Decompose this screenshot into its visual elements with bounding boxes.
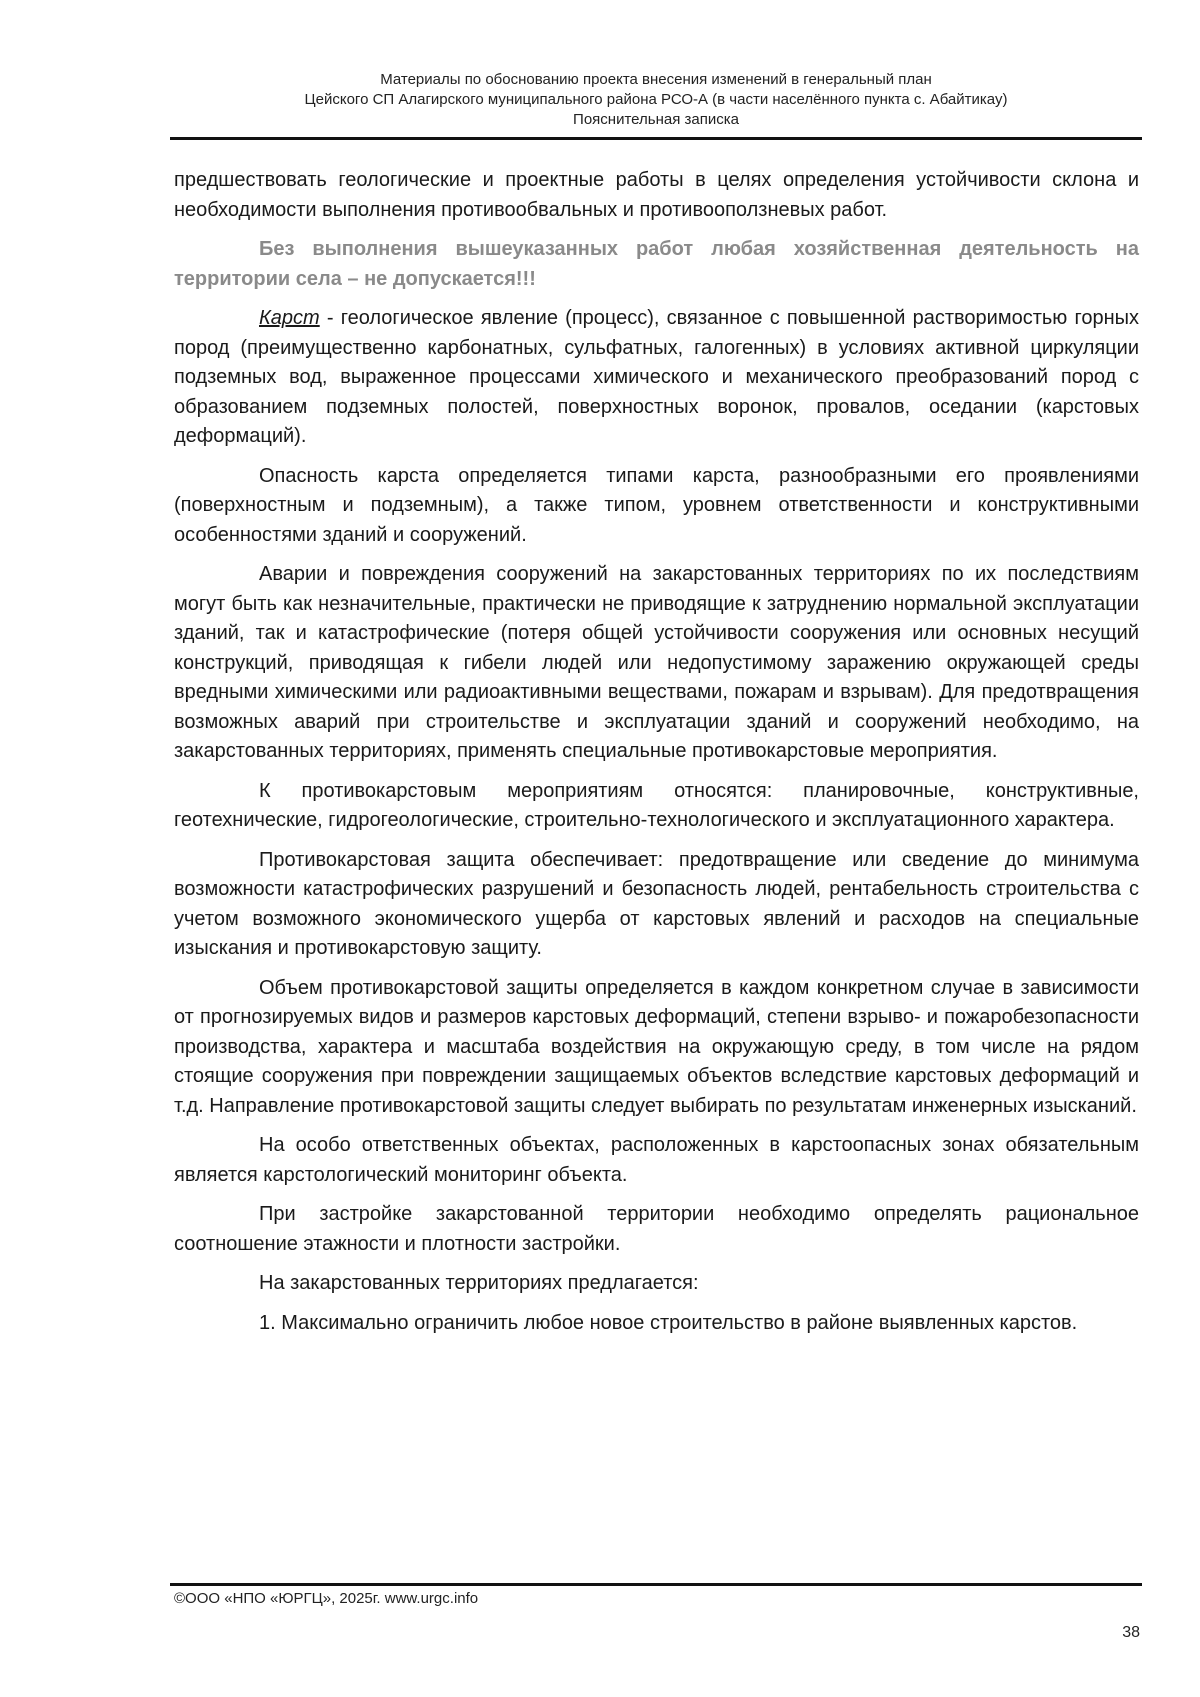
paragraph-3: Опасность карста определяется типами карста, разнообразными его проявлениями (поверхностным и подземным), а также типом, уровнем ответственности и конструктивными особенностями зданий и сооружений.	[174, 464, 1139, 546]
footer-copyright: ©ООО «НПО «ЮРГЦ», 2025г. www.urgc.info	[174, 1590, 479, 1607]
paragraph-4: Аварии и повреждения сооружений на закарстованных территориях по их последствиям могут быть как незначительные, практически не приводящие к затруднению нормальной эксплуатации зданий, так и катастрофические (потеря общей устойчивости сооружения или основных несущий конструкций, приводящая к гибели людей или недопустимому заражению окружающей среды вредными химическими или радиоактивными веществами, пожарам и взрывам). Для предотвращения возможных аварий при строительстве и эксплуатации зданий и сооружений необходимо, на закарстованных территориях, применять специальные противокарстовые мероприятия.	[174, 563, 1139, 762]
list-item-1: 1. Максимально ограничить любое новое строительство в районе выявленных карстов.	[259, 1311, 1078, 1334]
header-divider	[170, 137, 1142, 140]
term-karst: Карст	[259, 307, 320, 329]
paragraph-5: К противокарстовым мероприятиям относятся: планировочные, конструктивные, геотехнические, гидрогеологические, строительно-технологического и эксплуатационного характера.	[174, 779, 1139, 831]
paragraph-8: На особо ответственных объектах, расположенных в карстоопасных зонах обязательным является карстологический мониторинг объекта.	[174, 1134, 1139, 1186]
paragraph-karst-definition	[174, 304, 1139, 452]
page-header	[170, 70, 1142, 130]
footer-divider	[170, 1583, 1142, 1586]
paragraph-9: При застройке закарстованной территории необходимо определять рациональное соотношение этажности и плотности застройки.	[174, 1203, 1139, 1255]
paragraph-10: На закарстованных территориях предлагается:	[259, 1272, 699, 1294]
header-line-3: Пояснительная записка	[573, 111, 739, 128]
page-number: 38	[1122, 1624, 1140, 1641]
paragraph-6: Противокарстовая защита обеспечивает: предотвращение или сведение до минимума возможности катастрофических разрушений и безопасность людей, рентабельность строительства с учетом возможного экономического ущерба от карстовых явлений и расходов на специальные изыскания и противокарстовую защиту.	[174, 848, 1139, 959]
karst-definition-text: - геологическое явление (процесс), связанное с повышенной растворимостью горных пород (преимущественно карбонатных, сульфатных, галогенных) в условиях активной циркуляции подземных вод, выраженное процессами химического и механического преобразований пород с образованием подземных полостей, поверхностных воронок, провалов, оседании (карстовых деформаций).	[174, 307, 1139, 447]
header-line-2: Цейского СП Алагирского муниципального района РСО-А (в части населённого пункта с. Абайтикау)	[304, 91, 1008, 108]
document-body	[174, 166, 1139, 1348]
paragraph-7: Объем противокарстовой защиты определяется в каждом конкретном случае в зависимости от прогнозируемых видов и размеров карстовых деформаций, степени взрыво- и пожаробезопасности производства, характера и масштаба воздействия на окружающую среду, в том числе на рядом стоящие сооружения при повреждении защищаемых объектов вследствие карстовых деформаций и т.д. Направление противокарстовой защиты следует выбирать по результатам инженерных изысканий.	[174, 976, 1139, 1117]
header-line-1: Материалы по обоснованию проекта внесения изменений в генеральный план	[380, 71, 932, 88]
paragraph-0: предшествовать геологические и проектные работы в целях определения устойчивости склона и необходимости выполнения противообвальных и противооползневых работ.	[174, 169, 1139, 221]
warning-paragraph: Без выполнения вышеуказанных работ любая хозяйственная деятельность на территории села – не допускается!!!	[174, 238, 1139, 290]
